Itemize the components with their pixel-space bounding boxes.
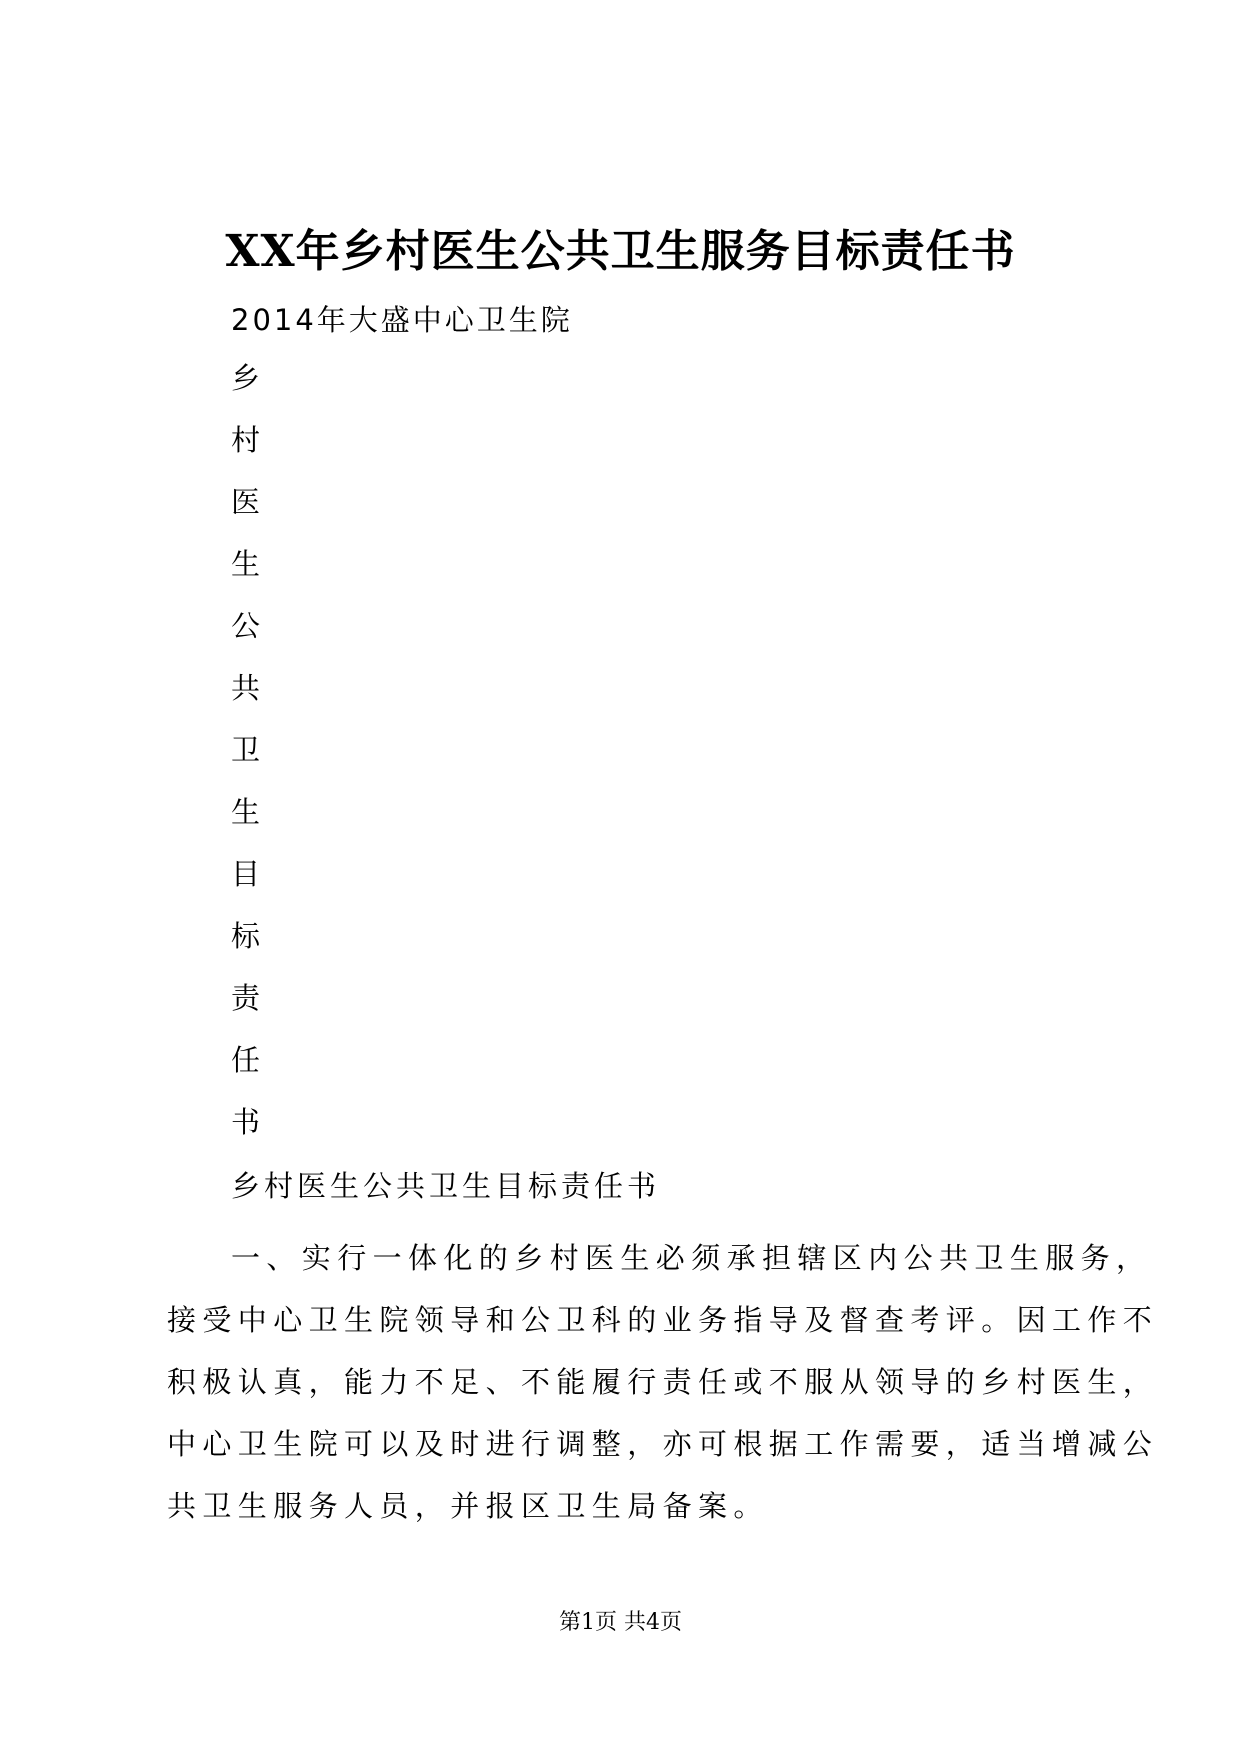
- paragraph-line: 共卫生服务人员，并报区卫生局备案。: [167, 1489, 769, 1523]
- body-paragraph: [167, 1227, 1159, 1537]
- vertical-char: 医: [231, 485, 261, 519]
- paragraph-line: 积极认真，能力不足、不能履行责任或不服从领导的乡村医生，: [167, 1365, 1159, 1399]
- paragraph-line: 中心卫生院可以及时进行调整，亦可根据工作需要，适当增减公: [167, 1427, 1159, 1461]
- vertical-char: 生: [231, 547, 261, 581]
- paragraph-line: 一、实行一体化的乡村医生必须承担辖区内公共卫生服务，: [231, 1241, 1152, 1275]
- vertical-char: 标: [231, 919, 261, 953]
- vertical-title-list: [231, 358, 271, 1164]
- vertical-char: 公: [231, 609, 261, 643]
- vertical-char: 任: [231, 1043, 261, 1077]
- section-heading: 乡村医生公共卫生目标责任书: [231, 1169, 661, 1203]
- vertical-char: 责: [231, 981, 261, 1015]
- vertical-char: 共: [231, 671, 261, 705]
- page-footer: 第1页 共4页: [559, 1610, 682, 1635]
- vertical-char: 生: [231, 795, 261, 829]
- vertical-char: 书: [231, 1105, 261, 1139]
- vertical-char: 乡: [231, 361, 261, 395]
- document-subtitle: 2014年大盛中心卫生院: [231, 303, 573, 337]
- paragraph-line: 接受中心卫生院领导和公卫科的业务指导及督查考评。因工作不: [167, 1303, 1159, 1337]
- document-title: XX年乡村医生公共卫生服务目标责任书: [225, 226, 1016, 277]
- vertical-char: 卫: [231, 733, 261, 767]
- vertical-char: 目: [231, 857, 261, 891]
- vertical-char: 村: [231, 423, 261, 457]
